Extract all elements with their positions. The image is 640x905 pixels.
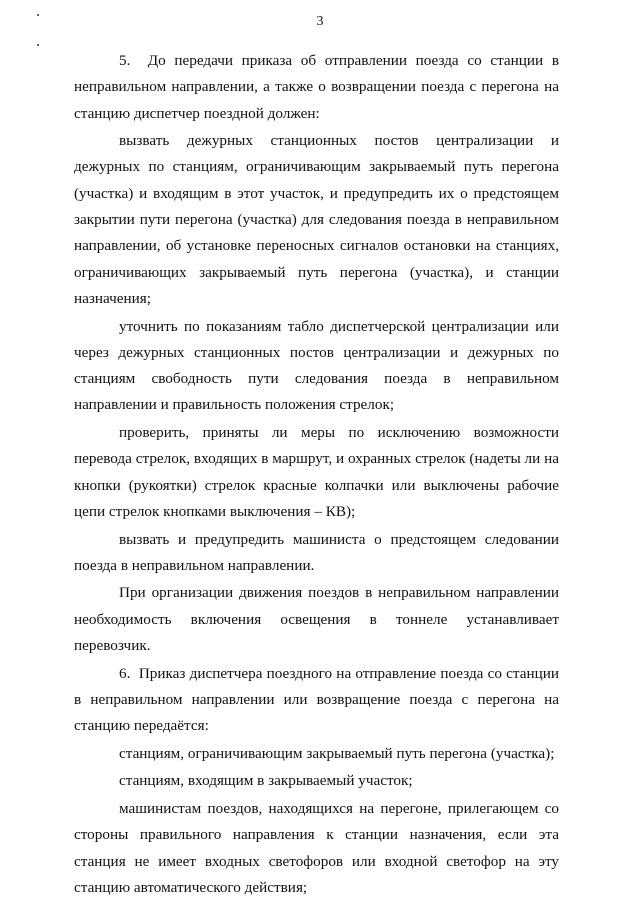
scan-speck: [37, 44, 39, 46]
paragraph: уточнить по показаниям табло диспетчерской централизации или через дежурных станционных постов централизации и дежурных по станциям свободность пути следования поезда в неправильном направлении и правильность положения стрелок;: [74, 317, 559, 414]
paragraph: вызвать дежурных станционных постов централизации и дежурных по станциям, ограничивающим закрываемый путь перегона (участка) и входящим в этот участок, и предупредить их о предстоящем закрытии пути перегона (участка) для следования поезда в неправильном направлении, об установке переносных сигналов остановки на станциях, ограничивающих закрываемый путь перегона (участка), и станции назначения;: [74, 132, 559, 307]
document-body: [74, 48, 559, 902]
paragraph: проверить, приняты ли меры по исключению возможности перевода стрелок, входящих в маршрут, и охранных стрелок (надеты ли на кнопки (рукоятки) стрелок красные колпачки или выключены рабочие цепи стрелок кнопками выключения – КВ);: [74, 424, 559, 520]
paragraph: При организации движения поездов в неправильном направлении необходимость включения освещения в тоннеле устанавливает перевозчик.: [74, 584, 559, 655]
paragraph: 5. До передачи приказа об отправлении поезда со станции в неправильном направлении, а также о возвращении поезда с перегона на станцию диспетчер поездной должен:: [74, 52, 559, 122]
paragraph: вызвать и предупредить машиниста о предстоящем следовании поезда в неправильном направлении.: [74, 530, 559, 574]
page-number: 3: [316, 14, 324, 29]
paragraph: станциям, ограничивающим закрываемый путь перегона (участка);: [119, 744, 555, 762]
paragraph: станциям, входящим в закрываемый участок;: [119, 772, 413, 790]
paragraph: 6. Приказ диспетчера поездного на отправление поезда со станции в неправильном направлении или возвращение поезда с перегона на станцию передаётся:: [74, 664, 559, 735]
paragraph: машинистам поездов, находящихся на перегоне, прилегающем со стороны правильного направления к станции назначения, если эта станция не имеет входных светофоров или входной светофор на эту станцию автоматического действия;: [74, 799, 559, 896]
